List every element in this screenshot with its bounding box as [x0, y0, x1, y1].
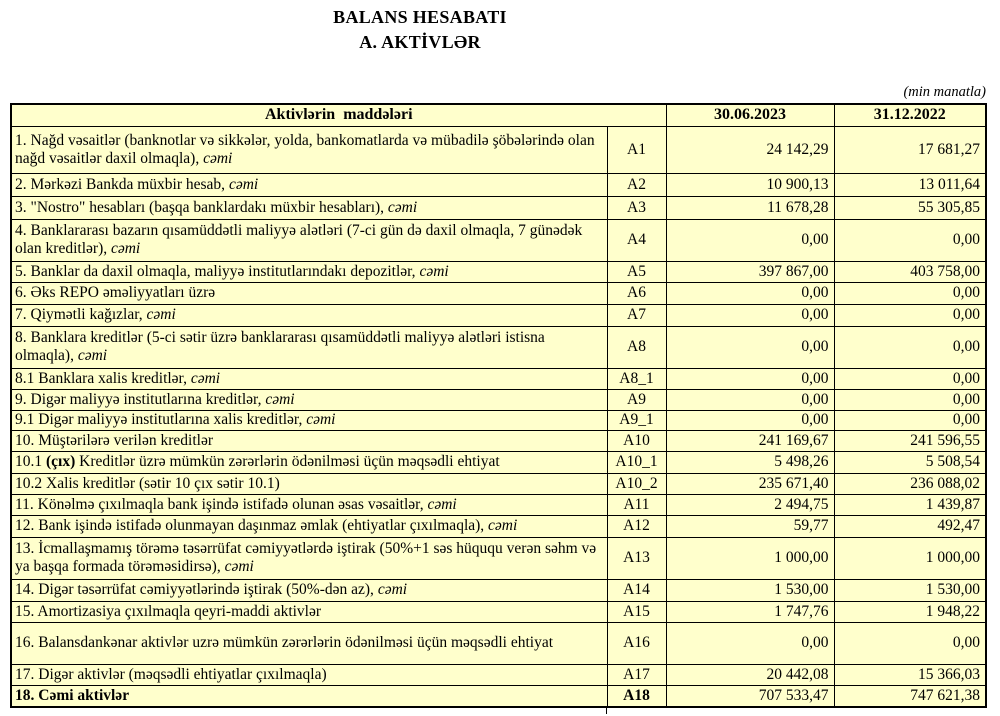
row-label — [11, 579, 607, 601]
table-row — [11, 579, 986, 601]
row-code: A3 — [607, 196, 666, 219]
row-label-part: 18. Cəmi aktivlər — [15, 686, 130, 704]
row-code: A18 — [607, 685, 666, 707]
value-2023: 10 900,13 — [666, 173, 834, 196]
row-code: A2 — [607, 173, 666, 196]
row-label — [11, 685, 607, 707]
row-code: A11 — [607, 494, 666, 515]
table-header-row — [11, 104, 986, 126]
table-row — [11, 304, 986, 326]
value-2022: 492,47 — [834, 515, 986, 537]
table-row — [11, 601, 986, 622]
row-code: A6 — [607, 282, 666, 304]
table-row — [11, 451, 986, 473]
table-body — [11, 126, 986, 707]
value-2023: 235 671,40 — [666, 473, 834, 494]
row-code: A5 — [607, 261, 666, 282]
value-2022: 0,00 — [834, 622, 986, 664]
table-row — [11, 196, 986, 219]
value-2022: 17 681,27 — [834, 126, 986, 173]
value-2023: 0,00 — [666, 389, 834, 410]
row-code: A10_1 — [607, 451, 666, 473]
row-code: A10_2 — [607, 473, 666, 494]
row-label — [11, 219, 607, 261]
value-2022: 403 758,00 — [834, 261, 986, 282]
row-label-part: cəmi — [224, 558, 254, 575]
row-code: A13 — [607, 537, 666, 579]
row-label-part: 13. İcmallaşmamış törəmə təsərrüfat cəmiyyətlərdə iştirak (50%+1 səs hüququ verən səhm və ya başqa formada törəməsidirsə), — [15, 540, 597, 575]
row-label — [11, 389, 607, 410]
table-row — [11, 261, 986, 282]
row-label — [11, 368, 607, 389]
row-label-part: 8. Banklara kreditlər (5-ci sətir üzrə banklararası qısamüddətli maliyyə alətləri istisna olmaqla), — [15, 329, 545, 364]
value-2023: 0,00 — [666, 326, 834, 368]
table-row — [11, 410, 986, 430]
row-label-part: cəmi — [488, 517, 518, 534]
row-label — [11, 537, 607, 579]
value-2022: 0,00 — [834, 304, 986, 326]
value-2022: 0,00 — [834, 389, 986, 410]
value-2022: 13 011,64 — [834, 173, 986, 196]
unit-note: (min manatla) — [903, 84, 986, 100]
table-row — [11, 685, 986, 707]
doc-title — [0, 5, 840, 55]
row-label-part: cəmi — [190, 369, 221, 387]
row-label — [11, 196, 607, 219]
value-2023: 59,77 — [666, 515, 834, 537]
assets-table — [10, 103, 987, 708]
row-label-part: 16. Balansdankənar aktivlər uzrə mümkün zərərlərin ödənilməsi üçün məqsədli ehtiyat — [15, 634, 554, 651]
row-code: A9_1 — [607, 410, 666, 430]
row-label-part: 2. Mərkəzi Bankda müxbir hesab, — [15, 175, 229, 193]
value-2023: 0,00 — [666, 219, 834, 261]
value-2023: 1 000,00 — [666, 537, 834, 579]
row-code: A7 — [607, 304, 666, 326]
value-2023: 397 867,00 — [666, 261, 834, 282]
row-label-part: 12. Bank işində istifadə olunmayan daşınmaz əmlak (ehtiyatlar çıxılmaqla), — [15, 517, 489, 534]
row-label — [11, 451, 607, 473]
row-code: A12 — [607, 515, 666, 537]
row-label-part: 3. "Nostro" hesabları (başqa banklardakı müxbir hesabları), — [15, 198, 388, 216]
table-row — [11, 219, 986, 261]
value-2022: 747 621,38 — [834, 685, 986, 707]
row-label-part: Kreditlər üzrə mümkün zərərlərin ödənilməsi üçün məqsədli ehtiyat — [75, 453, 500, 470]
value-2022: 1 439,87 — [834, 494, 986, 515]
value-2023: 1 530,00 — [666, 579, 834, 601]
row-label — [11, 473, 607, 494]
row-code: A4 — [607, 219, 666, 261]
table-row — [11, 282, 986, 304]
doc-title-line2: A. AKTİVLƏR — [359, 32, 481, 52]
row-label-part: cəmi — [377, 581, 408, 598]
table-row — [11, 389, 986, 410]
row-label — [11, 173, 607, 196]
value-2022: 0,00 — [834, 219, 986, 261]
value-2023: 2 494,75 — [666, 494, 834, 515]
row-code: A1 — [607, 126, 666, 173]
row-code: A9 — [607, 389, 666, 410]
row-label-part: cəmi — [387, 198, 418, 216]
value-2023: 24 142,29 — [666, 126, 834, 173]
row-code: A14 — [607, 579, 666, 601]
row-label — [11, 515, 607, 537]
row-label — [11, 282, 607, 304]
row-label-part: 1. Nağd vəsaitlər (banknotlar və sikkələr, yolda, bankomatlarda və mübadilə şöbələrində olan nağd vəsaitlər daxil olmaqla), — [15, 131, 595, 167]
row-label-part: 15. Amortizasiya çıxılmaqla qeyri-maddi aktivlər — [15, 602, 322, 620]
table-row — [11, 326, 986, 368]
row-label — [11, 126, 607, 173]
row-label-part: 9. Digər maliyyə institutlarına kreditlər, — [15, 390, 266, 408]
row-label-part: cəmi — [203, 149, 233, 167]
value-2023: 0,00 — [666, 368, 834, 389]
table-row — [11, 494, 986, 515]
table-row — [11, 126, 986, 173]
value-2023: 20 442,08 — [666, 664, 834, 685]
row-code: A10 — [607, 430, 666, 451]
row-label-part: 9.1 Digər maliyyə institutlarına xalis kreditlər, — [15, 411, 307, 428]
row-code: A8 — [607, 326, 666, 368]
row-label-part: cəmi — [228, 175, 259, 193]
value-2022: 5 508,54 — [834, 451, 986, 473]
row-label-part: 11. Könəlmə çıxılmaqla bank işində istifadə olunan əsas vəsaitlər, — [15, 495, 428, 513]
row-label — [11, 410, 607, 430]
row-label — [11, 494, 607, 515]
value-2023: 241 169,67 — [666, 430, 834, 451]
row-label — [11, 622, 607, 664]
row-label-part: 10.2 Xalis kreditlər (sətir 10 çıx sətir 10.1) — [15, 474, 280, 492]
value-2022: 55 305,85 — [834, 196, 986, 219]
value-2023: 11 678,28 — [666, 196, 834, 219]
row-label-part: cəmi — [265, 390, 295, 408]
row-label — [11, 664, 607, 685]
row-label-part: 14. Digər təsərrüfat cəmiyyətlərində iştirak (50%-dən az), — [15, 581, 378, 598]
row-label-part: 10. Müştərilərə verilən kreditlər — [15, 431, 213, 449]
value-2023: 0,00 — [666, 622, 834, 664]
row-code: A15 — [607, 601, 666, 622]
row-code: A8_1 — [607, 368, 666, 389]
row-label-part: cəmi — [427, 495, 457, 513]
header-period-2023: 30.06.2023 — [666, 104, 834, 126]
value-2023: 0,00 — [666, 410, 834, 430]
row-label — [11, 601, 607, 622]
value-2023: 707 533,47 — [666, 685, 834, 707]
table-row — [11, 664, 986, 685]
table-row — [11, 537, 986, 579]
row-code: A16 — [607, 622, 666, 664]
row-label — [11, 304, 607, 326]
doc-title-line1: BALANS HESABATI — [333, 7, 507, 27]
row-label-part: cəmi — [419, 262, 449, 280]
value-2022: 241 596,55 — [834, 430, 986, 451]
header-items-label: Aktivlərin maddələri — [11, 104, 666, 126]
row-label — [11, 261, 607, 282]
value-2022: 236 088,02 — [834, 473, 986, 494]
header-period-2022: 31.12.2022 — [834, 104, 986, 126]
row-label-part: cəmi — [77, 347, 108, 364]
row-label-part: 17. Digər aktivlər (məqsədli ehtiyatlar çıxılmaqla) — [15, 665, 327, 683]
value-2022: 0,00 — [834, 282, 986, 304]
table-row — [11, 430, 986, 451]
row-label-part: cəmi — [146, 306, 176, 323]
row-label — [11, 430, 607, 451]
value-2023: 1 747,76 — [666, 601, 834, 622]
row-label-part: 10.1 — [15, 453, 46, 470]
value-2023: 0,00 — [666, 282, 834, 304]
value-2022: 1 948,22 — [834, 601, 986, 622]
row-label-part: cəmi — [110, 240, 141, 257]
value-2022: 1 000,00 — [834, 537, 986, 579]
value-2022: 0,00 — [834, 326, 986, 368]
row-label-part: 6. Əks REPO əməliyyatları üzrə — [15, 284, 216, 301]
row-label-part: 5. Banklar da daxil olmaqla, maliyyə institutlarındakı depozitlər, — [15, 262, 420, 280]
value-2022: 0,00 — [834, 410, 986, 430]
value-2022: 1 530,00 — [834, 579, 986, 601]
row-label-part: cəmi — [306, 411, 336, 428]
table-row — [11, 173, 986, 196]
row-label-part: (çıx) — [46, 453, 76, 470]
table-row — [11, 473, 986, 494]
value-2023: 0,00 — [666, 304, 834, 326]
table-row — [11, 515, 986, 537]
row-label-part: 7. Qiymətli kağızlar, — [15, 306, 147, 323]
table-row — [11, 368, 986, 389]
value-2022: 15 366,03 — [834, 664, 986, 685]
value-2023: 5 498,26 — [666, 451, 834, 473]
scan-artifact-line — [606, 706, 607, 714]
row-code: A17 — [607, 664, 666, 685]
row-label — [11, 326, 607, 368]
table-row — [11, 622, 986, 664]
row-label-part: 4. Banklararası bazarın qısamüddətli maliyyə alətləri (7-ci gün də daxil olmaqla, 7 günədək olan kreditlər), — [15, 222, 583, 257]
row-label-part: 8.1 Banklara xalis kreditlər, — [15, 369, 191, 387]
value-2022: 0,00 — [834, 368, 986, 389]
